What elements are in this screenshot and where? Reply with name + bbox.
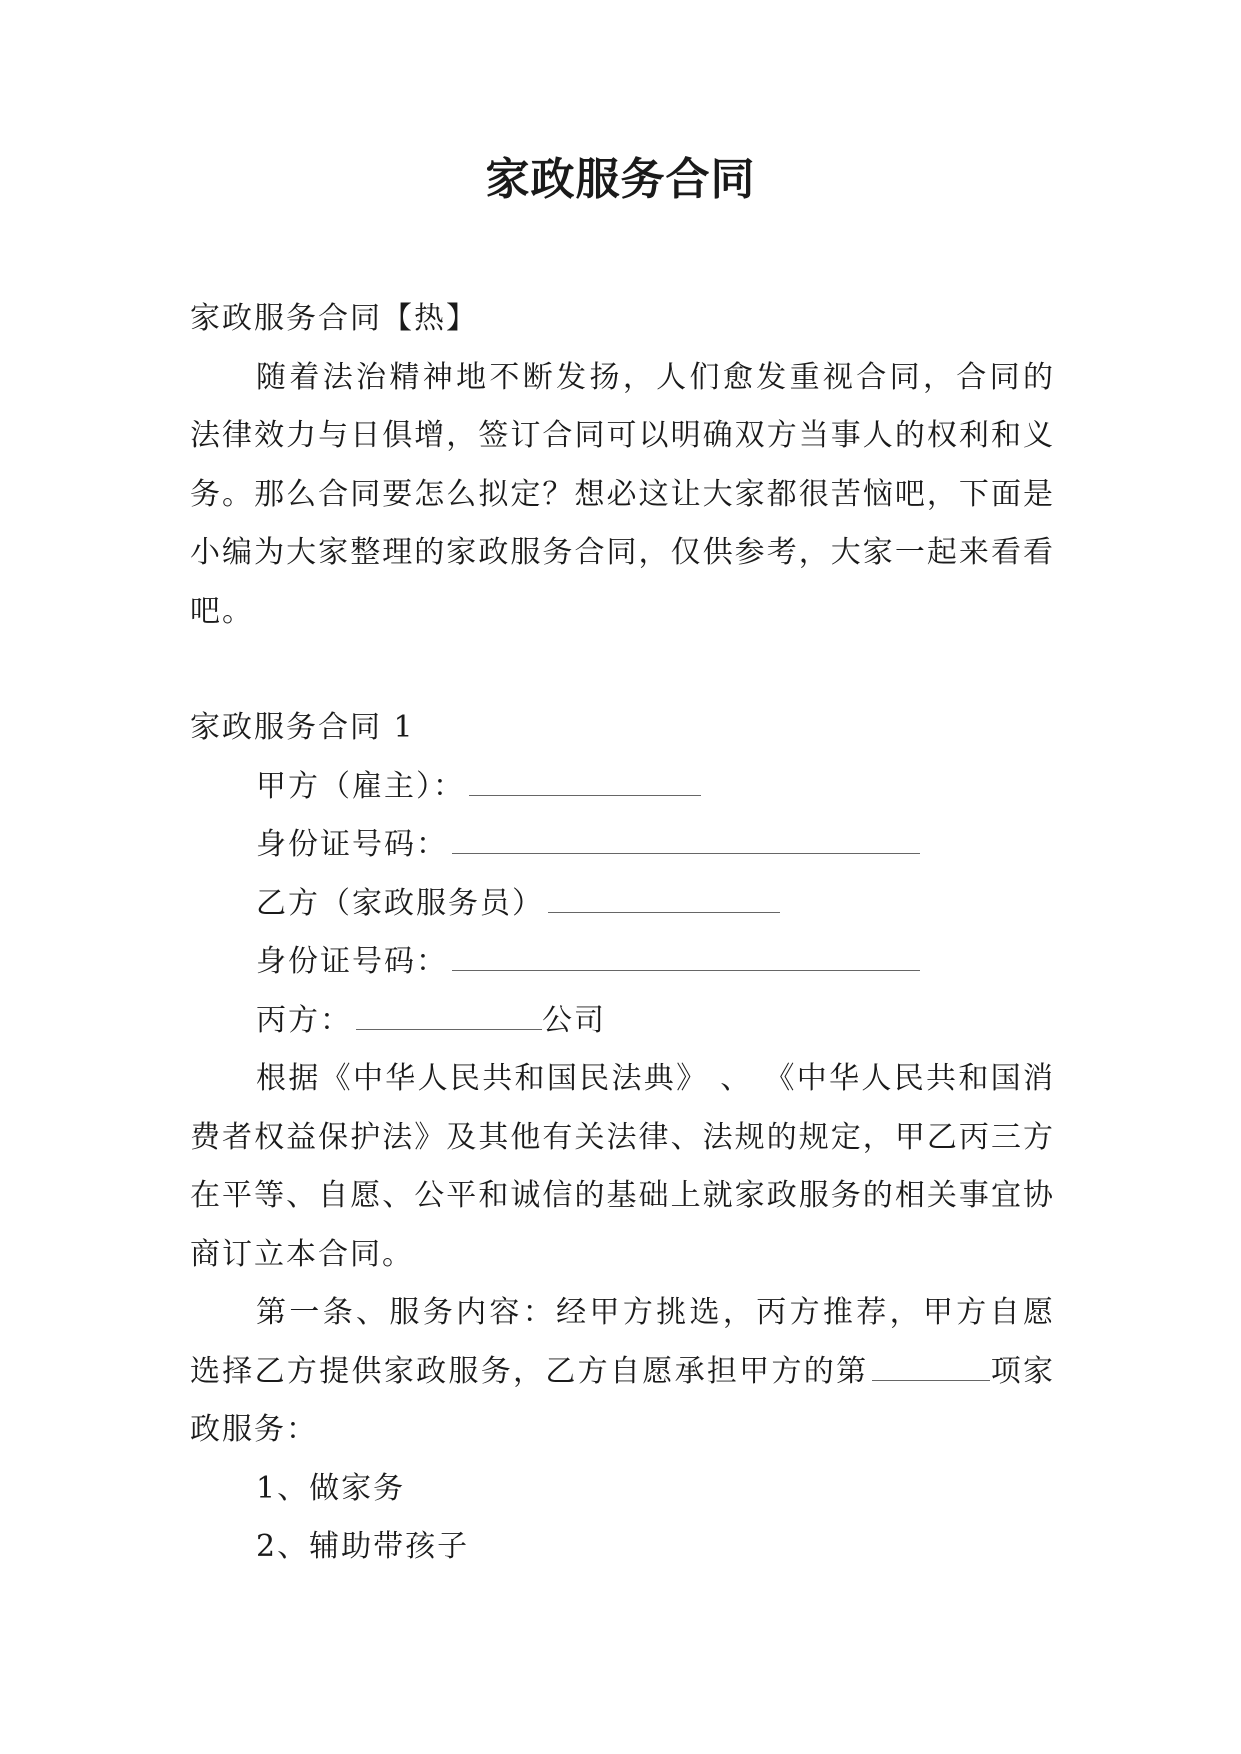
id-b-label: 身份证号码： bbox=[256, 944, 448, 979]
party-a-line bbox=[190, 758, 1055, 817]
paragraph-gap bbox=[190, 641, 1055, 699]
intro-paragraph: 随着法治精神地不断发扬，人们愈发重视合同，合同的法律效力与日俱增，签订合同可以明确双方当事人的权利和义务。那么合同要怎么拟定？想必这让大家都很苦恼吧，下面是小编为大家整理的家政服务合同，仅供参考，大家一起来看看吧。 bbox=[190, 359, 1055, 629]
party-c-label: 丙方： bbox=[256, 1002, 352, 1038]
article1-text: 第一条、服务内容：经甲方挑选，丙方推荐，甲方自愿选择乙方提供家政服务，乙方自愿承担甲方的第 bbox=[190, 1295, 1055, 1389]
party-a-blank bbox=[469, 775, 701, 796]
party-c-line bbox=[190, 992, 1055, 1051]
article1-paragraph bbox=[190, 1284, 1055, 1460]
list-item: 1、做家务 bbox=[256, 1470, 406, 1506]
id-a-label: 身份证号码： bbox=[256, 827, 448, 862]
party-a-label: 甲方（雇主）： bbox=[256, 768, 465, 804]
party-c-blank bbox=[356, 1009, 542, 1030]
contract1-heading: 家政服务合同 1 bbox=[190, 710, 415, 745]
id-a-blank bbox=[452, 833, 920, 854]
id-a-line bbox=[190, 816, 1055, 875]
party-b-label: 乙方（家政服务员） bbox=[256, 885, 544, 921]
document-subtitle: 家政服务合同【热】 bbox=[190, 301, 478, 336]
document-body bbox=[190, 290, 1055, 1577]
document-title: 家政服务合同 bbox=[485, 154, 756, 205]
id-b-blank bbox=[452, 950, 920, 971]
party-c-suffix: 公司 bbox=[542, 1002, 606, 1038]
basis-paragraph: 根据《中华人民共和国民法典》 、 《中华人民共和国消费者权益保护法》及其他有关法律、法规的规定，甲乙丙三方在平等、自愿、公平和诚信的基础上就家政服务的相关事宜协商订立本合同。 bbox=[190, 1061, 1055, 1272]
list-item: 2、辅助带孩子 bbox=[256, 1529, 470, 1564]
article1-blank bbox=[872, 1360, 990, 1381]
party-b-blank bbox=[548, 892, 780, 913]
id-b-line bbox=[190, 933, 1055, 992]
article1-text-end: 项家政服务： bbox=[190, 1353, 1055, 1447]
party-b-line bbox=[190, 875, 1055, 934]
